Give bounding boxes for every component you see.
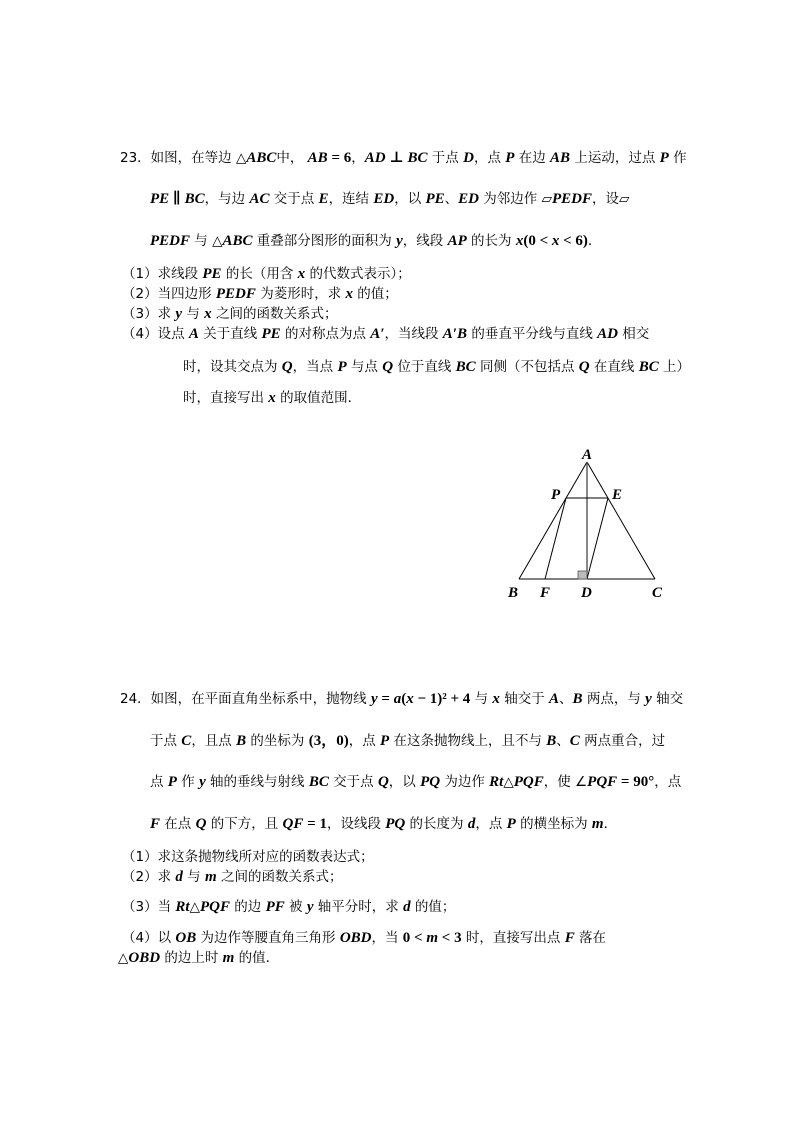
math-expression: PF bbox=[265, 899, 285, 915]
text-run: 的对称点为点 bbox=[280, 326, 371, 342]
math-expression: F bbox=[564, 930, 575, 946]
text-run: 相交 bbox=[617, 326, 650, 342]
math-expression: Q bbox=[281, 359, 293, 375]
text-run: ，点 bbox=[475, 816, 507, 832]
text-run: 与 bbox=[182, 306, 205, 322]
text-run: 、 bbox=[556, 733, 570, 749]
math-expression: P bbox=[505, 150, 515, 166]
math-expression: Q bbox=[382, 359, 394, 375]
math-expression: Q bbox=[377, 774, 389, 790]
math-expression: 0 < bbox=[402, 930, 427, 946]
label-e: E bbox=[612, 487, 623, 503]
text-run: 的长度为 bbox=[405, 816, 468, 832]
math-expression: C bbox=[569, 733, 580, 749]
math-expression: a bbox=[393, 691, 402, 707]
math-expression: B bbox=[236, 733, 247, 749]
text-run: ，连结 bbox=[328, 191, 374, 207]
label-d: D bbox=[581, 585, 592, 601]
math-expression: = 6 bbox=[327, 150, 352, 166]
math-expression: BC bbox=[407, 150, 428, 166]
math-expression: E bbox=[318, 191, 329, 207]
math-expression: ED bbox=[458, 191, 480, 207]
text-run: 的边上时 bbox=[160, 950, 223, 966]
text-run: 在这条抛物线上，且不与 bbox=[389, 733, 547, 749]
text-run: 与 bbox=[182, 869, 205, 885]
math-expression: PE bbox=[150, 191, 170, 207]
math-expression: d bbox=[175, 869, 183, 885]
math-expression: d bbox=[403, 899, 411, 915]
label-b: B bbox=[508, 585, 519, 601]
text-run: △ bbox=[189, 899, 200, 915]
text-run: 重叠部分图形的面积为 bbox=[252, 233, 397, 249]
math-expression: AB bbox=[550, 150, 571, 166]
text-run: 之间的函数关系式； bbox=[211, 306, 338, 322]
math-expression: B bbox=[572, 691, 583, 707]
text-run: ，当 bbox=[371, 930, 403, 946]
math-expression: AB bbox=[307, 150, 328, 166]
math-expression: m bbox=[426, 930, 439, 946]
text-run: 时，直接写出 bbox=[183, 390, 269, 406]
text-run: 中， bbox=[276, 150, 308, 166]
side-ac bbox=[587, 462, 655, 579]
math-expression: PE bbox=[202, 266, 222, 282]
text-run: 与点 bbox=[346, 359, 383, 375]
text-run: △ bbox=[503, 774, 514, 790]
text-run: 被 bbox=[284, 899, 307, 915]
text-run: 上） bbox=[658, 359, 690, 375]
math-expression: A bbox=[549, 691, 560, 707]
math-expression: OBD bbox=[128, 950, 161, 966]
math-expression: x bbox=[297, 266, 306, 282]
math-expression: PEDF bbox=[551, 191, 592, 207]
math-expression: − 1)² + 4 bbox=[413, 691, 471, 707]
text-run: 24．如图，在平面直角坐标系中，抛物线 bbox=[120, 691, 371, 707]
math-expression: ABC bbox=[246, 150, 277, 166]
text-run: 轴平分时，求 bbox=[313, 899, 404, 915]
text-run: 为菱形时，求 bbox=[255, 286, 346, 302]
math-expression: F bbox=[150, 816, 161, 832]
math-expression: y bbox=[175, 306, 183, 322]
text-run: （2）当四边形 bbox=[122, 286, 216, 302]
text-run: （3）求 bbox=[122, 306, 176, 322]
text-run: 的值． bbox=[234, 950, 280, 966]
text-run: 轴交 bbox=[651, 691, 684, 707]
text-run: 在边 bbox=[514, 150, 551, 166]
math-expression: ⊥ bbox=[385, 150, 408, 166]
math-expression: x bbox=[406, 691, 414, 707]
text-run: 轴交于 bbox=[499, 691, 549, 707]
text-run: 作 bbox=[176, 774, 200, 790]
text-run: 为边作 bbox=[440, 774, 490, 790]
math-expression: y bbox=[645, 691, 652, 707]
math-expression: PQ bbox=[420, 774, 441, 790]
text-run: ，以 bbox=[388, 774, 421, 790]
math-expression: = 90° bbox=[617, 774, 655, 790]
text-run: 、 bbox=[559, 691, 573, 707]
math-expression: PQF bbox=[513, 774, 544, 790]
text-run: 轴的垂线与射线 bbox=[205, 774, 309, 790]
text-run: 的横坐标为 bbox=[515, 816, 592, 832]
math-expression: P bbox=[659, 150, 669, 166]
math-expression: P bbox=[506, 816, 516, 832]
text-run: ，与边 bbox=[204, 191, 250, 207]
text-run: （4）以 bbox=[122, 930, 176, 946]
math-expression: m bbox=[591, 816, 604, 832]
math-expression: PEDF bbox=[150, 233, 191, 249]
text-run: 点 bbox=[150, 774, 168, 790]
math-expression: BC bbox=[638, 359, 659, 375]
text-run: （1）求线段 bbox=[122, 266, 203, 282]
math-expression: < 3 bbox=[438, 930, 462, 946]
text-run: 作 bbox=[668, 150, 687, 166]
math-expression: PE bbox=[261, 326, 281, 342]
math-expression: QF bbox=[282, 816, 304, 832]
text-run: 位于直线 bbox=[393, 359, 456, 375]
math-expression: PQF bbox=[587, 774, 618, 790]
text-run: ． bbox=[587, 233, 602, 249]
text-run: 于点 bbox=[150, 733, 182, 749]
label-p: P bbox=[551, 487, 561, 503]
text-run: ，线段 bbox=[402, 233, 448, 249]
text-run: 落在 bbox=[574, 930, 606, 946]
math-expression: PEDF bbox=[215, 286, 256, 302]
math-expression: AD bbox=[597, 326, 618, 342]
text-run: ，当线段 bbox=[384, 326, 443, 342]
text-run: 交于点 bbox=[328, 774, 378, 790]
math-expression: m bbox=[222, 950, 235, 966]
math-expression: < 6) bbox=[559, 233, 588, 249]
text-run: 的长（用含 bbox=[221, 266, 298, 282]
text-run: ，使 ∠ bbox=[543, 774, 588, 790]
text-run: （2）求 bbox=[122, 869, 176, 885]
math-expression: d bbox=[467, 816, 476, 832]
math-expression: ( bbox=[401, 691, 407, 707]
text-run: 两点重合，过 bbox=[579, 733, 666, 749]
math-expression: BC bbox=[455, 359, 476, 375]
segment-ed bbox=[587, 498, 608, 579]
math-expression: D bbox=[463, 150, 474, 166]
text-run: 与 bbox=[470, 691, 493, 707]
math-expression: y bbox=[306, 899, 314, 915]
math-expression: A′B bbox=[442, 326, 468, 342]
math-expression: (0 < bbox=[523, 233, 552, 249]
text-run: 之间的函数关系式； bbox=[216, 869, 343, 885]
math-expression: BC bbox=[308, 774, 329, 790]
text-run: （1）求这条抛物线所对应的函数表达式； bbox=[122, 849, 374, 865]
math-expression: = bbox=[377, 691, 394, 707]
text-run: 为邻边作 ▱ bbox=[479, 191, 552, 207]
text-run: 的代数式表示）； bbox=[305, 266, 411, 282]
math-expression: AP bbox=[447, 233, 467, 249]
math-expression: C bbox=[181, 733, 192, 749]
text-run: ． bbox=[603, 816, 618, 832]
math-expression: OB bbox=[175, 930, 197, 946]
math-expression: ED bbox=[373, 191, 395, 207]
text-run: ，以 bbox=[394, 191, 426, 207]
math-expression: P bbox=[380, 733, 390, 749]
math-expression: PQF bbox=[199, 899, 230, 915]
math-expression: y bbox=[396, 233, 403, 249]
math-expression: ∥ bbox=[169, 191, 185, 207]
text-run: 在直线 bbox=[589, 359, 639, 375]
text-run: 的值； bbox=[353, 286, 398, 302]
math-expression: (3，0) bbox=[308, 733, 349, 749]
text-run: 的坐标为 bbox=[246, 733, 309, 749]
text-run: ，点 bbox=[473, 150, 506, 166]
math-expression: AD bbox=[364, 150, 386, 166]
text-run: （4）设点 bbox=[122, 326, 189, 342]
text-run: 同侧（不包括点 bbox=[475, 359, 579, 375]
math-expression: A′ bbox=[370, 326, 385, 342]
text-run: 的长为 bbox=[466, 233, 516, 249]
text-run: ，设▱ bbox=[592, 191, 630, 207]
text-run: ，当点 bbox=[292, 359, 338, 375]
text-run: 时，设其交点为 bbox=[183, 359, 282, 375]
text-run: 上运动，过点 bbox=[570, 150, 660, 166]
math-expression: P bbox=[337, 359, 347, 375]
math-expression: Q bbox=[195, 816, 207, 832]
math-expression: BC bbox=[184, 191, 205, 207]
math-expression: PE bbox=[425, 191, 445, 207]
math-expression: OBD bbox=[339, 930, 372, 946]
math-expression: AC bbox=[249, 191, 270, 207]
text-run: ， bbox=[351, 150, 365, 166]
segment-pf bbox=[545, 498, 566, 579]
text-run: 与 △ bbox=[190, 233, 223, 249]
math-expression: Rt bbox=[175, 899, 190, 915]
text-run: ，且点 bbox=[191, 733, 237, 749]
math-expression: x bbox=[492, 691, 500, 707]
text-run: （3）当 bbox=[122, 899, 176, 915]
label-c: C bbox=[652, 585, 663, 601]
text-run: 两点，与 bbox=[582, 691, 646, 707]
text-run: 关于直线 bbox=[198, 326, 262, 342]
label-f: F bbox=[540, 585, 551, 601]
text-run: 在点 bbox=[160, 816, 196, 832]
right-angle-mark bbox=[578, 571, 587, 579]
math-expression: ABC bbox=[222, 233, 253, 249]
text-run: 23．如图，在等边 △ bbox=[120, 150, 247, 166]
math-expression: P bbox=[167, 774, 177, 790]
math-expression: PQ bbox=[385, 816, 406, 832]
math-expression: m bbox=[204, 869, 217, 885]
text-run: 于点 bbox=[427, 150, 464, 166]
text-run: ，点 bbox=[348, 733, 381, 749]
text-run: 、 bbox=[444, 191, 459, 207]
text-run: ，点 bbox=[654, 774, 682, 790]
math-expression: x bbox=[268, 390, 276, 406]
math-expression: x bbox=[515, 233, 524, 249]
text-run: ，设线段 bbox=[326, 816, 386, 832]
text-run: 的下方，且 bbox=[206, 816, 283, 832]
math-expression: A bbox=[188, 326, 199, 342]
text-run: 的取值范围． bbox=[275, 390, 362, 406]
text-run: 时，直接写出点 bbox=[461, 930, 565, 946]
math-expression: y bbox=[199, 774, 206, 790]
math-expression: y bbox=[370, 691, 378, 707]
text-run: 为边作等腰直角三角形 bbox=[196, 930, 340, 946]
label-a: A bbox=[582, 447, 593, 463]
math-expression: x bbox=[345, 286, 353, 302]
math-expression: x bbox=[204, 306, 212, 322]
side-ab bbox=[519, 462, 587, 579]
math-expression: B bbox=[546, 733, 557, 749]
math-expression: Rt bbox=[489, 774, 504, 790]
text-run: △ bbox=[118, 950, 129, 966]
math-expression: Q bbox=[578, 359, 590, 375]
math-expression: x bbox=[551, 233, 560, 249]
text-run: 的边 bbox=[229, 899, 266, 915]
text-run: 的垂直平分线与直线 bbox=[467, 326, 598, 342]
math-expression: = 1 bbox=[303, 816, 327, 832]
text-run: 的值； bbox=[410, 899, 456, 915]
text-run: 交于点 bbox=[269, 191, 319, 207]
